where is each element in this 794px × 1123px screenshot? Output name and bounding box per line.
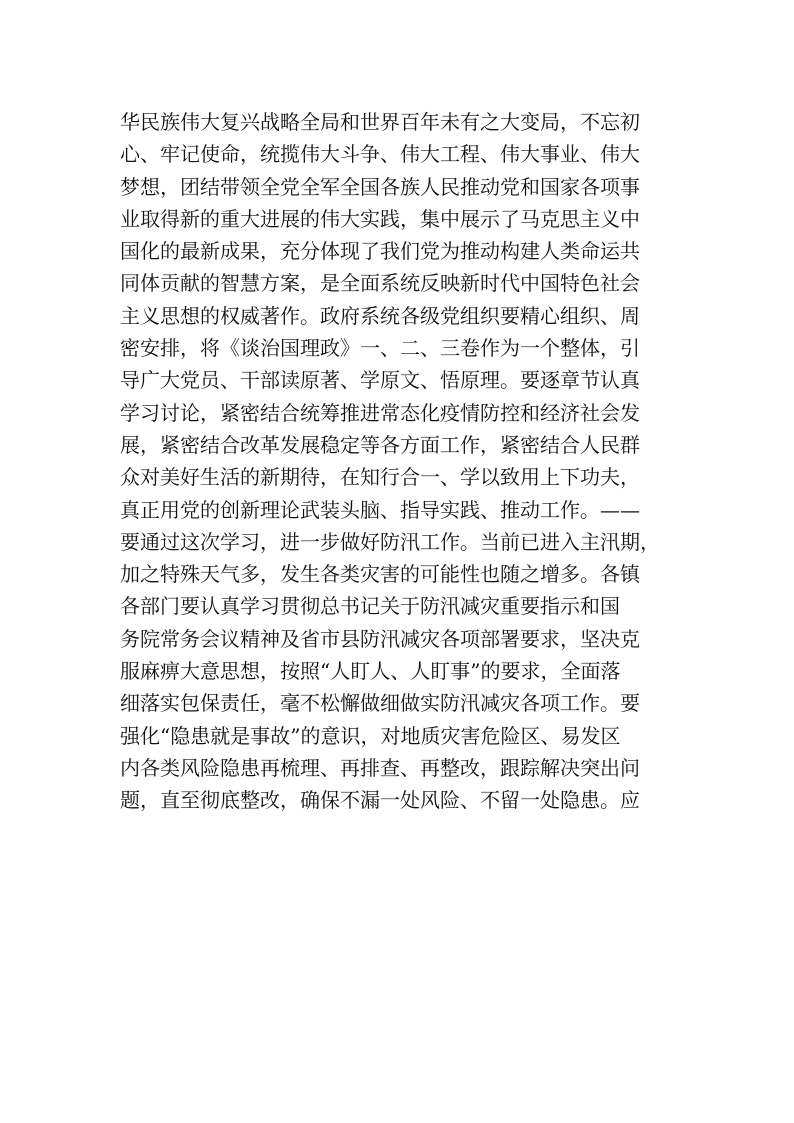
- text-line: 众对美好生活的新期待，在知行合一、学以致用上下功夫，: [120, 465, 640, 490]
- text-line: 细落实包保责任，毫不松懈做细做实防汛减灾各项工作。要: [120, 691, 640, 716]
- text-line: 学习讨论，紧密结合统筹推进常态化疫情防控和经济社会发: [120, 400, 640, 425]
- text-line: 务院常务会议精神及省市县防汛减灾各项部署要求，坚决克: [120, 626, 640, 651]
- text-line: 要通过这次学习，进一步做好防汛工作。当前已进入主汛期，: [120, 529, 660, 554]
- body-text: [120, 106, 680, 817]
- text-line: 服麻痹大意思想，按照“人盯人、人盯事”的要求，全面落: [120, 659, 621, 684]
- text-line: 心、牢记使命，统揽伟大斗争、伟大工程、伟大事业、伟大: [120, 142, 640, 167]
- text-line: 展，紧密结合改革发展稳定等各方面工作，紧密结合人民群: [120, 432, 640, 457]
- text-line: 梦想，团结带领全党全军全国各族人民推动党和国家各项事: [120, 174, 640, 199]
- text-line: 真正用党的创新理论武装头脑、指导实践、推动工作。——: [120, 497, 640, 522]
- text-line: 内各类风险隐患再梳理、再排查、再整改，跟踪解决突出问: [120, 755, 640, 780]
- text-line: 题，直至彻底整改，确保不漏一处风险、不留一处隐患。应: [120, 788, 640, 813]
- text-line: 各部门要认真学习贯彻总书记关于防汛减灾重要指示和国: [120, 594, 620, 619]
- text-line: 强化“隐患就是事故”的意识，对地质灾害危险区、易发区: [120, 723, 621, 748]
- text-line: 国化的最新成果，充分体现了我们党为推动构建人类命运共: [120, 239, 640, 264]
- text-line: 主义思想的权威著作。政府系统各级党组织要精心组织、周: [120, 303, 640, 328]
- text-line: 导广大党员、干部读原著、学原文、悟原理。要逐章节认真: [120, 368, 640, 393]
- text-line: 加之特殊天气多，发生各类灾害的可能性也随之增多。各镇: [120, 562, 640, 587]
- text-line: 业取得新的重大进展的伟大实践，集中展示了马克思主义中: [120, 206, 640, 231]
- text-line: 密安排，将《谈治国理政》一、二、三卷作为一个整体，引: [120, 336, 640, 361]
- text-line: 华民族伟大复兴战略全局和世界百年未有之大变局，不忘初: [120, 110, 640, 134]
- text-line: 同体贡献的智慧方案，是全面系统反映新时代中国特色社会: [120, 271, 640, 296]
